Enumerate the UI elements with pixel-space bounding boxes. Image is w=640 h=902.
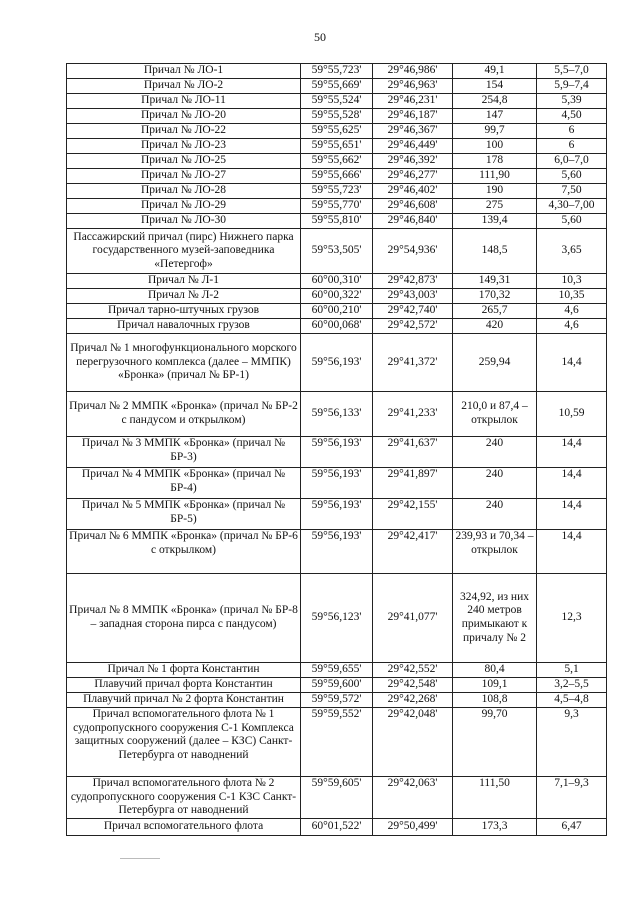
length-cell: 109,1 bbox=[453, 678, 537, 693]
longitude-cell: 29°54,936' bbox=[373, 229, 453, 274]
longitude-cell: 29°46,986' bbox=[373, 64, 453, 79]
depth-cell: 10,59 bbox=[537, 392, 607, 437]
table-row bbox=[67, 334, 607, 392]
length-cell: 190 bbox=[453, 184, 537, 199]
depth-cell: 5,9–7,4 bbox=[537, 79, 607, 94]
latitude-cell: 59°55,524' bbox=[301, 94, 373, 109]
latitude-cell: 59°55,770' bbox=[301, 199, 373, 214]
longitude-cell: 29°46,277' bbox=[373, 169, 453, 184]
berth-name-cell: Причал № ЛО-22 bbox=[67, 124, 301, 139]
table-row bbox=[67, 437, 607, 468]
depth-cell: 6 bbox=[537, 139, 607, 154]
depth-cell: 4,5–4,8 bbox=[537, 693, 607, 708]
berth-name-cell: Причал вспомогательного флота bbox=[67, 819, 301, 836]
depth-cell: 7,1–9,3 bbox=[537, 777, 607, 819]
depth-cell: 6,47 bbox=[537, 819, 607, 836]
berth-name-cell: Причал № 4 ММПК «Бронка» (причал № БР-4) bbox=[67, 468, 301, 499]
longitude-cell: 29°42,048' bbox=[373, 708, 453, 777]
berth-name-cell: Причал № ЛО-20 bbox=[67, 109, 301, 124]
longitude-cell: 29°42,548' bbox=[373, 678, 453, 693]
depth-cell: 10,3 bbox=[537, 274, 607, 289]
longitude-cell: 29°41,372' bbox=[373, 334, 453, 392]
latitude-cell: 59°55,651' bbox=[301, 139, 373, 154]
table-row bbox=[67, 574, 607, 663]
table-row bbox=[67, 169, 607, 184]
berth-name-cell: Причал № ЛО-23 bbox=[67, 139, 301, 154]
depth-cell: 14,4 bbox=[537, 334, 607, 392]
length-cell: 99,7 bbox=[453, 124, 537, 139]
latitude-cell: 59°59,600' bbox=[301, 678, 373, 693]
table-row bbox=[67, 139, 607, 154]
table-row bbox=[67, 199, 607, 214]
page-number: 50 bbox=[314, 30, 326, 44]
table-row bbox=[67, 777, 607, 819]
depth-cell: 4,6 bbox=[537, 304, 607, 319]
length-cell: 173,3 bbox=[453, 819, 537, 836]
table-row bbox=[67, 124, 607, 139]
length-cell: 111,50 bbox=[453, 777, 537, 819]
table-row bbox=[67, 109, 607, 124]
latitude-cell: 59°55,723' bbox=[301, 184, 373, 199]
berth-name-cell: Причал № ЛО-28 bbox=[67, 184, 301, 199]
latitude-cell: 59°56,193' bbox=[301, 530, 373, 574]
depth-cell: 10,35 bbox=[537, 289, 607, 304]
length-cell: 147 bbox=[453, 109, 537, 124]
longitude-cell: 29°41,897' bbox=[373, 468, 453, 499]
berth-name-cell: Причал № 6 ММПК «Бронка» (причал № БР-6 с открылком) bbox=[67, 530, 301, 574]
table-row bbox=[67, 663, 607, 678]
longitude-cell: 29°41,637' bbox=[373, 437, 453, 468]
depth-cell: 3,65 bbox=[537, 229, 607, 274]
footer-mark bbox=[120, 858, 160, 859]
longitude-cell: 29°50,499' bbox=[373, 819, 453, 836]
table-row bbox=[67, 319, 607, 334]
berth-name-cell: Причал № ЛО-11 bbox=[67, 94, 301, 109]
length-cell: 139,4 bbox=[453, 214, 537, 229]
berth-name-cell: Причал № 2 ММПК «Бронка» (причал № БР-2 с пандусом и открылком) bbox=[67, 392, 301, 437]
berth-name-cell: Причал вспомогательного флота № 1 судопропускного сооружения С-1 Комплекса защитных сооружений (далее – КЗС) Санкт-Петербурга от наводнений bbox=[67, 708, 301, 777]
table-row bbox=[67, 693, 607, 708]
depth-cell: 12,3 bbox=[537, 574, 607, 663]
depth-cell: 4,6 bbox=[537, 319, 607, 334]
berth-name-cell: Причал № Л-1 bbox=[67, 274, 301, 289]
table-row bbox=[67, 678, 607, 693]
longitude-cell: 29°46,231' bbox=[373, 94, 453, 109]
latitude-cell: 59°56,193' bbox=[301, 468, 373, 499]
table-row bbox=[67, 468, 607, 499]
berth-name-cell: Причал навалочных грузов bbox=[67, 319, 301, 334]
table-row bbox=[67, 214, 607, 229]
longitude-cell: 29°46,187' bbox=[373, 109, 453, 124]
depth-cell: 6,0–7,0 bbox=[537, 154, 607, 169]
length-cell: 80,4 bbox=[453, 663, 537, 678]
length-cell: 239,93 и 70,34 – открылок bbox=[453, 530, 537, 574]
berth-name-cell: Причал № 3 ММПК «Бронка» (причал № БР-3) bbox=[67, 437, 301, 468]
longitude-cell: 29°46,449' bbox=[373, 139, 453, 154]
latitude-cell: 59°55,723' bbox=[301, 64, 373, 79]
length-cell: 275 bbox=[453, 199, 537, 214]
table-row bbox=[67, 94, 607, 109]
length-cell: 149,31 bbox=[453, 274, 537, 289]
longitude-cell: 29°46,367' bbox=[373, 124, 453, 139]
longitude-cell: 29°41,233' bbox=[373, 392, 453, 437]
berth-name-cell: Плавучий причал № 2 форта Константин bbox=[67, 693, 301, 708]
berth-name-cell: Причал № 1 форта Константин bbox=[67, 663, 301, 678]
latitude-cell: 59°59,572' bbox=[301, 693, 373, 708]
longitude-cell: 29°42,063' bbox=[373, 777, 453, 819]
longitude-cell: 29°41,077' bbox=[373, 574, 453, 663]
depth-cell: 5,60 bbox=[537, 214, 607, 229]
latitude-cell: 59°55,669' bbox=[301, 79, 373, 94]
latitude-cell: 60°01,522' bbox=[301, 819, 373, 836]
length-cell: 240 bbox=[453, 437, 537, 468]
length-cell: 148,5 bbox=[453, 229, 537, 274]
latitude-cell: 59°56,193' bbox=[301, 334, 373, 392]
table-row bbox=[67, 392, 607, 437]
depth-cell: 4,50 bbox=[537, 109, 607, 124]
latitude-cell: 60°00,210' bbox=[301, 304, 373, 319]
berth-name-cell: Причал № ЛО-30 bbox=[67, 214, 301, 229]
latitude-cell: 59°53,505' bbox=[301, 229, 373, 274]
longitude-cell: 29°42,572' bbox=[373, 319, 453, 334]
latitude-cell: 59°59,655' bbox=[301, 663, 373, 678]
depth-cell: 5,5–7,0 bbox=[537, 64, 607, 79]
latitude-cell: 59°59,605' bbox=[301, 777, 373, 819]
table-row bbox=[67, 184, 607, 199]
berth-name-cell: Причал № ЛО-29 bbox=[67, 199, 301, 214]
table-row bbox=[67, 154, 607, 169]
berth-name-cell: Причал № Л-2 bbox=[67, 289, 301, 304]
depth-cell: 5,1 bbox=[537, 663, 607, 678]
berths-table bbox=[66, 63, 607, 836]
latitude-cell: 59°55,625' bbox=[301, 124, 373, 139]
berth-name-cell: Плавучий причал форта Константин bbox=[67, 678, 301, 693]
berth-name-cell: Причал № ЛО-1 bbox=[67, 64, 301, 79]
depth-cell: 14,4 bbox=[537, 468, 607, 499]
longitude-cell: 29°42,740' bbox=[373, 304, 453, 319]
latitude-cell: 59°55,666' bbox=[301, 169, 373, 184]
depth-cell: 14,4 bbox=[537, 437, 607, 468]
table-row bbox=[67, 304, 607, 319]
length-cell: 170,32 bbox=[453, 289, 537, 304]
length-cell: 111,90 bbox=[453, 169, 537, 184]
length-cell: 265,7 bbox=[453, 304, 537, 319]
berth-name-cell: Причал тарно-штучных грузов bbox=[67, 304, 301, 319]
length-cell: 324,92, из них 240 метров примыкают к причалу № 2 bbox=[453, 574, 537, 663]
longitude-cell: 29°43,003' bbox=[373, 289, 453, 304]
depth-cell: 7,50 bbox=[537, 184, 607, 199]
berth-name-cell: Причал № 8 ММПК «Бронка» (причал № БР-8 – западная сторона пирса с пандусом) bbox=[67, 574, 301, 663]
longitude-cell: 29°46,963' bbox=[373, 79, 453, 94]
berth-name-cell: Причал № ЛО-25 bbox=[67, 154, 301, 169]
table-row bbox=[67, 499, 607, 530]
table-row bbox=[67, 819, 607, 836]
length-cell: 154 bbox=[453, 79, 537, 94]
depth-cell: 14,4 bbox=[537, 499, 607, 530]
latitude-cell: 59°55,662' bbox=[301, 154, 373, 169]
depth-cell: 5,39 bbox=[537, 94, 607, 109]
longitude-cell: 29°42,155' bbox=[373, 499, 453, 530]
berth-name-cell: Причал № ЛО-2 bbox=[67, 79, 301, 94]
latitude-cell: 59°55,810' bbox=[301, 214, 373, 229]
length-cell: 99,70 bbox=[453, 708, 537, 777]
longitude-cell: 29°42,417' bbox=[373, 530, 453, 574]
berth-name-cell: Причал № 5 ММПК «Бронка» (причал № БР-5) bbox=[67, 499, 301, 530]
table-row bbox=[67, 530, 607, 574]
longitude-cell: 29°46,608' bbox=[373, 199, 453, 214]
latitude-cell: 60°00,310' bbox=[301, 274, 373, 289]
table-row bbox=[67, 229, 607, 274]
latitude-cell: 59°56,193' bbox=[301, 437, 373, 468]
longitude-cell: 29°42,268' bbox=[373, 693, 453, 708]
latitude-cell: 60°00,322' bbox=[301, 289, 373, 304]
length-cell: 108,8 bbox=[453, 693, 537, 708]
length-cell: 240 bbox=[453, 499, 537, 530]
longitude-cell: 29°42,873' bbox=[373, 274, 453, 289]
berth-name-cell: Причал вспомогательного флота № 2 судопропускного сооружения С-1 КЗС Санкт-Петербурга от наводнений bbox=[67, 777, 301, 819]
latitude-cell: 59°56,193' bbox=[301, 499, 373, 530]
table-row bbox=[67, 274, 607, 289]
length-cell: 240 bbox=[453, 468, 537, 499]
latitude-cell: 59°56,133' bbox=[301, 392, 373, 437]
latitude-cell: 59°56,123' bbox=[301, 574, 373, 663]
length-cell: 100 bbox=[453, 139, 537, 154]
latitude-cell: 60°00,068' bbox=[301, 319, 373, 334]
longitude-cell: 29°46,392' bbox=[373, 154, 453, 169]
table-row bbox=[67, 64, 607, 79]
berth-name-cell: Причал № 1 многофункционального морского перегрузочного комплекса (далее – ММПК) «Бронка» (причал № БР-1) bbox=[67, 334, 301, 392]
berth-name-cell: Причал № ЛО-27 bbox=[67, 169, 301, 184]
depth-cell: 3,2–5,5 bbox=[537, 678, 607, 693]
latitude-cell: 59°59,552' bbox=[301, 708, 373, 777]
length-cell: 259,94 bbox=[453, 334, 537, 392]
longitude-cell: 29°46,402' bbox=[373, 184, 453, 199]
depth-cell: 14,4 bbox=[537, 530, 607, 574]
depth-cell: 9,3 bbox=[537, 708, 607, 777]
berths-table-body bbox=[67, 64, 607, 836]
table-row bbox=[67, 79, 607, 94]
latitude-cell: 59°55,528' bbox=[301, 109, 373, 124]
berth-name-cell: Пассажирский причал (пирс) Нижнего парка государственного музей-заповедника «Петергоф» bbox=[67, 229, 301, 274]
length-cell: 178 bbox=[453, 154, 537, 169]
depth-cell: 6 bbox=[537, 124, 607, 139]
longitude-cell: 29°42,552' bbox=[373, 663, 453, 678]
depth-cell: 4,30–7,00 bbox=[537, 199, 607, 214]
depth-cell: 5,60 bbox=[537, 169, 607, 184]
longitude-cell: 29°46,840' bbox=[373, 214, 453, 229]
length-cell: 420 bbox=[453, 319, 537, 334]
length-cell: 210,0 и 87,4 – открылок bbox=[453, 392, 537, 437]
length-cell: 49,1 bbox=[453, 64, 537, 79]
table-row bbox=[67, 289, 607, 304]
length-cell: 254,8 bbox=[453, 94, 537, 109]
table-row bbox=[67, 708, 607, 777]
